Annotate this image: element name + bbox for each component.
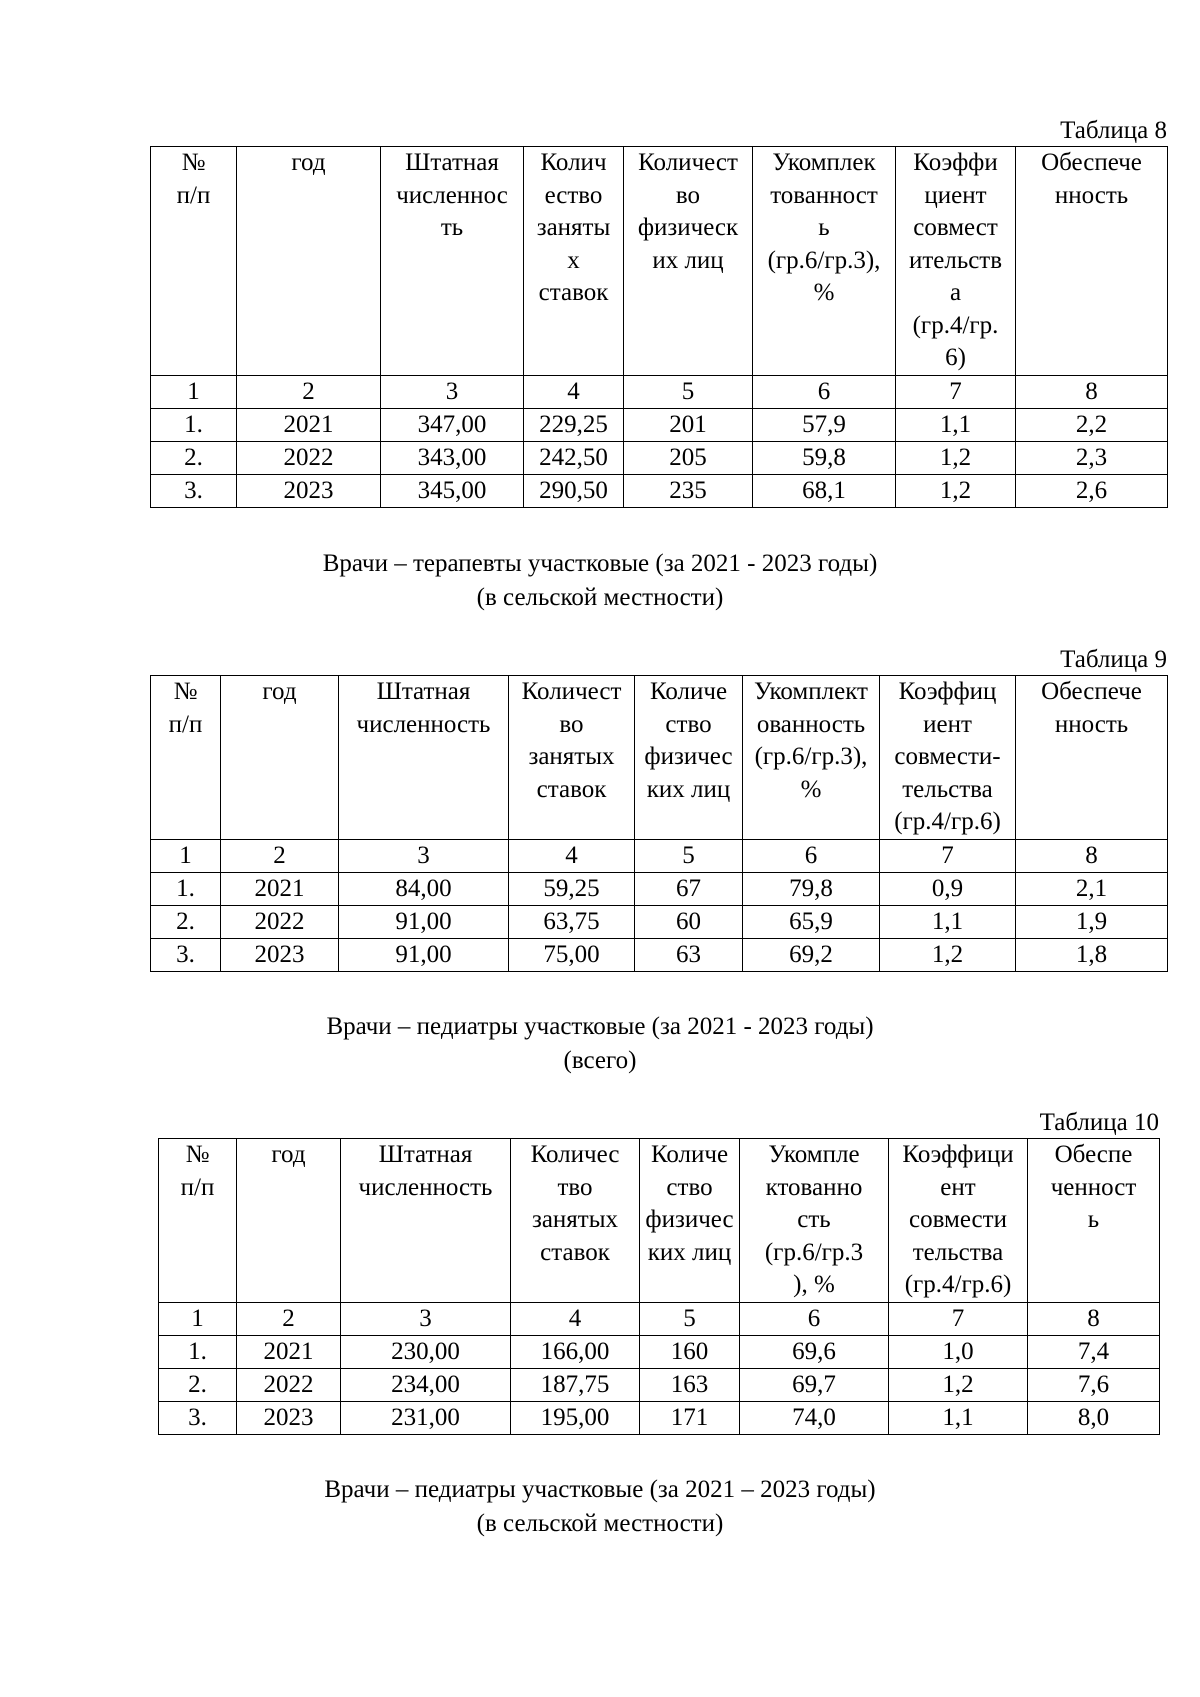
column-header: Укомплек тованност ь (гр.6/гр.3), % — [753, 147, 896, 376]
table-cell: 3. — [151, 938, 221, 971]
column-header: № п/п — [151, 147, 237, 376]
table-cell: 1,2 — [880, 938, 1016, 971]
column-header: Колич ество заняты х ставок — [524, 147, 624, 376]
table-cell: 2. — [159, 1368, 237, 1401]
column-number-row — [159, 1302, 1160, 1335]
table-cell: 1,8 — [1016, 938, 1168, 971]
table-cell: 68,1 — [753, 475, 896, 508]
column-number: 6 — [740, 1302, 889, 1335]
table-row — [151, 938, 1168, 971]
table-cell: 1,1 — [880, 905, 1016, 938]
table-cell: 79,8 — [743, 872, 880, 905]
column-number: 8 — [1016, 376, 1168, 409]
table-cell: 195,00 — [511, 1401, 640, 1434]
table-cell: 3. — [151, 475, 237, 508]
table-cell: 69,2 — [743, 938, 880, 971]
column-header: год — [221, 676, 339, 840]
column-header: Количес тво занятых ставок — [511, 1139, 640, 1303]
table-cell: 2021 — [237, 409, 381, 442]
table-cell: 2022 — [221, 905, 339, 938]
table-cell: 1,1 — [896, 409, 1016, 442]
table-cell: 2. — [151, 442, 237, 475]
column-header: Количе ство физичес ких лиц — [635, 676, 743, 840]
table-cell: 234,00 — [341, 1368, 511, 1401]
column-number-row — [151, 376, 1168, 409]
table-row — [159, 1368, 1160, 1401]
column-number: 5 — [640, 1302, 740, 1335]
table-cell: 171 — [640, 1401, 740, 1434]
table-cell: 67 — [635, 872, 743, 905]
column-number: 5 — [624, 376, 753, 409]
column-header: Штатная численность — [341, 1139, 511, 1303]
table-cell: 2023 — [237, 1401, 341, 1434]
column-number: 4 — [511, 1302, 640, 1335]
table-row — [159, 1335, 1160, 1368]
table-row — [159, 1401, 1160, 1434]
column-number: 6 — [753, 376, 896, 409]
table-cell: 2023 — [221, 938, 339, 971]
table-row — [151, 475, 1168, 508]
header-row — [151, 676, 1168, 840]
caption-table-10 — [0, 1473, 1200, 1541]
table-cell: 231,00 — [341, 1401, 511, 1434]
data-table — [150, 675, 1168, 972]
column-number: 4 — [524, 376, 624, 409]
table-row — [151, 442, 1168, 475]
caption-line-1: Врачи – терапевты участковые (за 2021 - 2023 годы) — [322, 550, 878, 577]
column-header: год — [237, 1139, 341, 1303]
column-number: 3 — [341, 1302, 511, 1335]
data-table — [150, 146, 1168, 508]
table-cell: 2021 — [221, 872, 339, 905]
column-header: Обеспече нность — [1016, 147, 1168, 376]
column-number: 3 — [339, 839, 509, 872]
caption-line-1: Врачи – педиатры участковые (за 2021 - 2023 годы) — [326, 1013, 874, 1040]
table-cell: 7,4 — [1028, 1335, 1160, 1368]
column-header: № п/п — [159, 1139, 237, 1303]
column-header: Коэффи циент совмест ительств а (гр.4/гр. 6) — [896, 147, 1016, 376]
table-row — [151, 872, 1168, 905]
caption-line-2: (всего) — [563, 1047, 637, 1074]
table-cell: 69,6 — [740, 1335, 889, 1368]
table-cell: 230,00 — [341, 1335, 511, 1368]
column-number: 8 — [1016, 839, 1168, 872]
table-cell: 63,75 — [509, 905, 635, 938]
table-cell: 160 — [640, 1335, 740, 1368]
table-cell: 2022 — [237, 1368, 341, 1401]
table-cell: 229,25 — [524, 409, 624, 442]
caption-table-9 — [0, 1010, 1200, 1078]
table-row — [151, 905, 1168, 938]
column-header: Коэффиц иент совмести- тельства (гр.4/гр.6) — [880, 676, 1016, 840]
table-cell: 1,2 — [889, 1368, 1028, 1401]
table-cell: 163 — [640, 1368, 740, 1401]
table-cell: 1. — [151, 409, 237, 442]
table-cell: 2,3 — [1016, 442, 1168, 475]
table-cell: 84,00 — [339, 872, 509, 905]
table-cell: 2. — [151, 905, 221, 938]
column-header: Штатная численнос ть — [381, 147, 524, 376]
table-cell: 75,00 — [509, 938, 635, 971]
column-number: 1 — [151, 839, 221, 872]
column-number: 1 — [151, 376, 237, 409]
column-header: Количест во занятых ставок — [509, 676, 635, 840]
data-table — [158, 1138, 1160, 1435]
header-row — [159, 1139, 1160, 1303]
table-cell: 69,7 — [740, 1368, 889, 1401]
column-number: 8 — [1028, 1302, 1160, 1335]
table-cell: 347,00 — [381, 409, 524, 442]
table-9-block — [150, 645, 1167, 972]
table-cell: 1. — [159, 1335, 237, 1368]
column-number: 2 — [237, 376, 381, 409]
table-cell: 65,9 — [743, 905, 880, 938]
column-header: Количе ство физичес ких лиц — [640, 1139, 740, 1303]
column-header: Укомплект ованность (гр.6/гр.3), % — [743, 676, 880, 840]
column-number: 3 — [381, 376, 524, 409]
table-cell: 1,2 — [896, 475, 1016, 508]
column-header: Количест во физическ их лиц — [624, 147, 753, 376]
caption-line-1: Врачи – педиатры участковые (за 2021 – 2023 годы) — [324, 1476, 876, 1503]
column-number: 7 — [896, 376, 1016, 409]
table-cell: 0,9 — [880, 872, 1016, 905]
table-cell: 2,1 — [1016, 872, 1168, 905]
column-number: 4 — [509, 839, 635, 872]
table-cell: 2023 — [237, 475, 381, 508]
table-cell: 57,9 — [753, 409, 896, 442]
column-number: 6 — [743, 839, 880, 872]
table-cell: 2022 — [237, 442, 381, 475]
column-header: № п/п — [151, 676, 221, 840]
caption-table-8 — [0, 547, 1200, 615]
table-cell: 63 — [635, 938, 743, 971]
table-cell: 235 — [624, 475, 753, 508]
column-header: год — [237, 147, 381, 376]
table-cell: 290,50 — [524, 475, 624, 508]
table-cell: 1,9 — [1016, 905, 1168, 938]
column-header: Укомпле ктованно сть (гр.6/гр.3 ), % — [740, 1139, 889, 1303]
column-header: Штатная численность — [339, 676, 509, 840]
table-cell: 3. — [159, 1401, 237, 1434]
table-10-block — [158, 1108, 1159, 1435]
column-header: Обеспе ченност ь — [1028, 1139, 1160, 1303]
table-cell: 59,25 — [509, 872, 635, 905]
table-cell: 242,50 — [524, 442, 624, 475]
header-row — [151, 147, 1168, 376]
column-number: 1 — [159, 1302, 237, 1335]
table-label: Таблица 8 — [1060, 117, 1167, 144]
table-cell: 345,00 — [381, 475, 524, 508]
table-cell: 91,00 — [339, 938, 509, 971]
column-number: 2 — [221, 839, 339, 872]
column-number: 7 — [889, 1302, 1028, 1335]
column-number: 7 — [880, 839, 1016, 872]
table-cell: 343,00 — [381, 442, 524, 475]
table-cell: 1,2 — [896, 442, 1016, 475]
table-cell: 7,6 — [1028, 1368, 1160, 1401]
column-number: 2 — [237, 1302, 341, 1335]
table-8-block — [150, 116, 1167, 508]
table-cell: 74,0 — [740, 1401, 889, 1434]
table-cell: 91,00 — [339, 905, 509, 938]
table-cell: 8,0 — [1028, 1401, 1160, 1434]
table-cell: 2,2 — [1016, 409, 1168, 442]
table-label: Таблица 9 — [1060, 646, 1167, 673]
column-header: Обеспече нность — [1016, 676, 1168, 840]
table-cell: 205 — [624, 442, 753, 475]
table-row — [151, 409, 1168, 442]
column-number: 5 — [635, 839, 743, 872]
table-label: Таблица 10 — [1039, 1109, 1159, 1136]
table-cell: 201 — [624, 409, 753, 442]
table-cell: 2,6 — [1016, 475, 1168, 508]
table-cell: 1,1 — [889, 1401, 1028, 1434]
caption-line-2: (в сельской местности) — [476, 1510, 724, 1537]
table-cell: 2021 — [237, 1335, 341, 1368]
column-header: Коэффици ент совмести тельства (гр.4/гр.6) — [889, 1139, 1028, 1303]
table-cell: 60 — [635, 905, 743, 938]
table-cell: 1,0 — [889, 1335, 1028, 1368]
caption-line-2: (в сельской местности) — [476, 584, 724, 611]
table-cell: 59,8 — [753, 442, 896, 475]
column-number-row — [151, 839, 1168, 872]
table-cell: 1. — [151, 872, 221, 905]
table-cell: 166,00 — [511, 1335, 640, 1368]
table-cell: 187,75 — [511, 1368, 640, 1401]
